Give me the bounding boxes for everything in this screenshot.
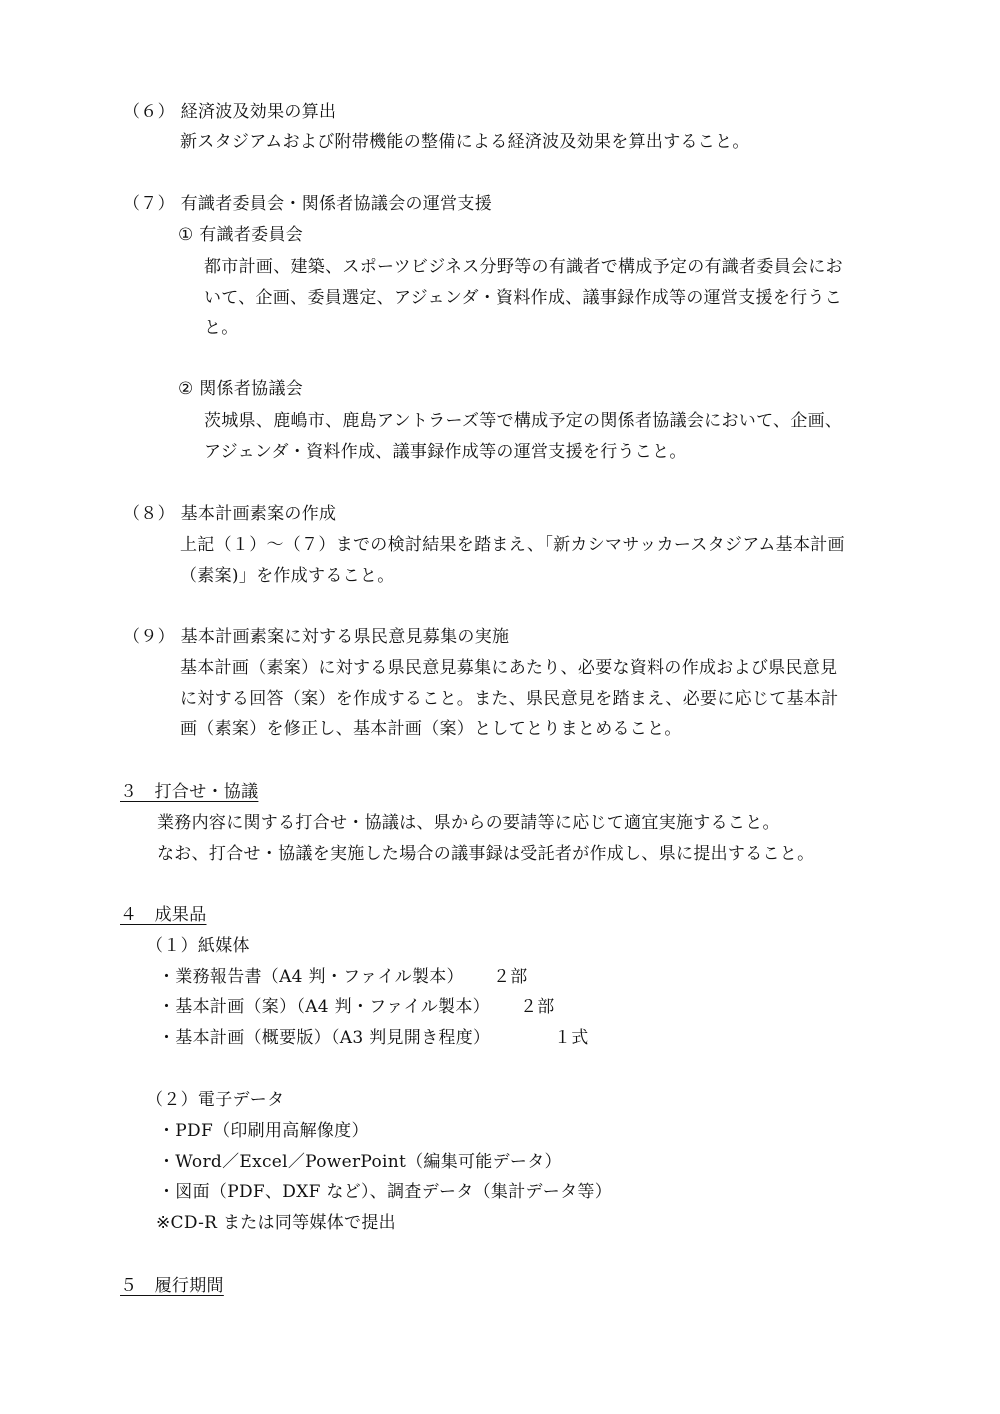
subsection-7-2-line: アジェンダ・資料作成、議事録作成等の運営支援を行うこと。: [204, 442, 687, 462]
subsection-7-1-line: と。: [204, 318, 239, 338]
digital-data-heading: （２）電子データ: [146, 1090, 285, 1110]
subsection-7-1-heading: ① 有識者委員会: [178, 225, 304, 245]
section-9-line: 基本計画（素案）に対する県民意見募集にあたり、必要な資料の作成および県民意見: [180, 658, 838, 678]
section-6-heading: （６） 経済波及効果の算出: [123, 102, 337, 122]
paper-item-qty: ２部: [520, 997, 555, 1017]
paper-item-qty: １式: [554, 1028, 589, 1048]
section-3-line: 業務内容に関する打合せ・協議は、県からの要請等に応じて適宜実施すること。: [157, 813, 780, 833]
section-8-heading: （８） 基本計画素案の作成: [123, 504, 337, 524]
section-9-line: に対する回答（案）を作成すること。また、県民意見を踏まえ、必要に応じて基本計: [180, 689, 839, 709]
subsection-7-2-line: 茨城県、鹿嶋市、鹿島アントラーズ等で構成予定の関係者協議会において、企画、: [204, 411, 843, 431]
section-8-line: 上記（１）～（７）までの検討結果を踏まえ、「新カシマサッカースタジアム基本計画: [180, 535, 845, 555]
section-7-heading: （７） 有識者委員会・関係者協議会の運営支援: [123, 194, 493, 214]
section-3-line: なお、打合せ・協議を実施した場合の議事録は受託者が作成し、県に提出すること。: [157, 844, 815, 864]
paper-item-qty: ２部: [493, 967, 528, 987]
paper-item-label: ・業務報告書（A4 判・ファイル製本）: [158, 967, 464, 987]
section-3-heading: ３ 打合せ・協議: [120, 782, 259, 802]
section-9-heading: （９） 基本計画素案に対する県民意見募集の実施: [123, 627, 510, 647]
paper-item-label: ・基本計画（案）（A4 判・ファイル製本）: [158, 997, 490, 1017]
paper-media-heading: （１）紙媒体: [146, 936, 250, 956]
subsection-7-2-heading: ② 関係者協議会: [178, 379, 304, 399]
section-5-heading: ５ 履行期間: [120, 1276, 224, 1296]
subsection-7-1-line: 都市計画、建築、スポーツビジネス分野等の有識者で構成予定の有識者委員会にお: [204, 257, 843, 277]
digital-item: ・Word／Excel／PowerPoint（編集可能データ）: [158, 1152, 562, 1172]
section-8-line: （素案)」を作成すること。: [180, 566, 395, 586]
digital-item: ・PDF（印刷用高解像度）: [158, 1121, 369, 1141]
section-4-heading: ４ 成果品: [120, 905, 207, 925]
section-6-text: 新スタジアムおよび附帯機能の整備による経済波及効果を算出すること。: [180, 132, 750, 152]
digital-item: ・図面（PDF、DXF など）、調査データ（集計データ等）: [158, 1182, 612, 1202]
digital-note: ※CD-R または同等媒体で提出: [156, 1213, 396, 1233]
subsection-7-1-line: いて、企画、委員選定、アジェンダ・資料作成、議事録作成等の運営支援を行うこ: [204, 288, 843, 308]
section-9-line: 画（素案）を修正し、基本計画（案）としてとりまとめること。: [180, 719, 682, 739]
paper-item-label: ・基本計画（概要版）（A3 判見開き程度）: [158, 1028, 491, 1048]
